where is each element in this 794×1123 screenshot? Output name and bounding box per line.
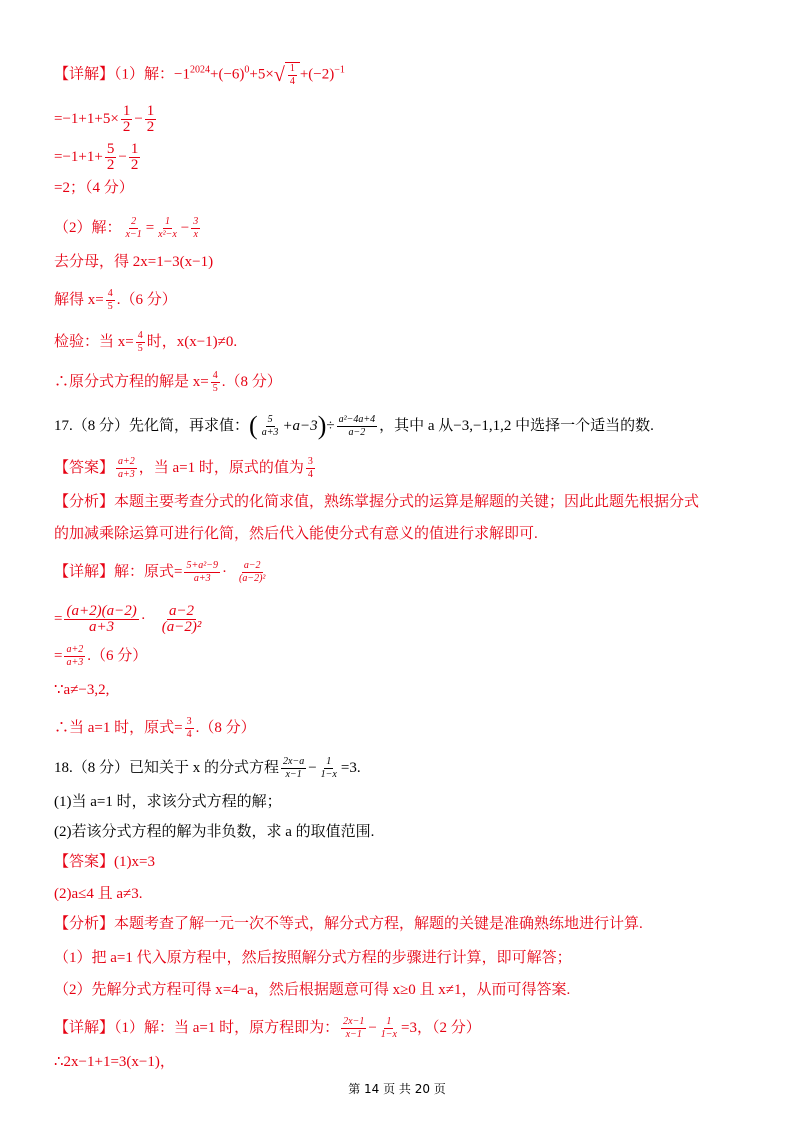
answer-18-line-1: 【答案】(1)x=3 [54,854,155,870]
page-footer: 第 14 页 共 20 页 [348,1082,446,1096]
step-line-3: =−1+1+ $\frac{5}{2}$ − $\frac{1}{2}$ [54,141,139,173]
part2-line: （2）解： $\frac{2}{x-1}$ = $\frac{1}{\text{x²−x}}$ − $\frac{3}{x}$ [54,216,199,240]
analysis-17-line-1: 【分析】本题主要考查分式的化简求值，熟练掌握分式的运算是解题的关键；因此此题先根据分式 [54,494,700,510]
detail-tag: 【详解】 [54,66,115,83]
step-line-8: 检验：当 x= $\frac{4}{5}$ 时，x(x−1)≠0. [54,330,238,354]
analysis-17-line-2: 的加减乘除运算可进行化简，然后代入能使分式有意义的值进行求解即可. [54,526,538,542]
step-line-9: ∴原分式方程的解是 x= $\frac{4}{5}$ .（8 分） [54,370,282,394]
detail-17-line-4: ∵a≠−3,2, [54,682,110,698]
step-line-6: 去分母，得 2x=1−3(x−1) [54,254,214,270]
detail-18-line-2: ∴2x−1+1=3(x−1)， [54,1054,175,1070]
question-17: 17.（8 分）先化简，再求值：( $\frac{5}{a+3}$ +a−3)÷ $\frac{\text{a²−4a+4}}{a-2}$ ，其中 a 从−3,−1,1,2 中选择一个适当的数. [54,410,654,440]
detail-17-line-1: 【详解】解：原式= $\frac{\text{5+a²−9}}{a+3}$ · $\frac{a-2}{\text{(a−2)²}}$ [54,560,266,584]
analysis-18-line-1: 【分析】本题考查了解一元一次不等式，解分式方程，解题的关键是准确熟练地进行计算. [54,916,643,932]
detail-17-line-2: = $\frac{(a+2)(a-2)}{a+3}$ · $\frac{a-2}{\text{(a−2)²}}$ [54,603,202,635]
question-18: 18.（8 分）已知关于 x 的分式方程 $\frac{2x-a}{x-1}$ − $\frac{1}{1-x}$ =3. [54,756,361,780]
analysis-18-line-3: （2）先解分式方程可得 x=4−a，然后根据题意可得 x≥0 且 x≠1，从而可得答案. [54,982,571,998]
step-line-2: =−1+1+5× $\frac{1}{2}$ − $\frac{1}{2}$ [54,103,155,135]
detail-18-line-1: 【详解】（1）解：当 a=1 时，原方程即为： $\frac{2x-1}{x-1}$ − $\frac{1}{1-x}$ =3，（2 分） [54,1016,481,1040]
question-18-part-2: (2)若该分式方程的解为非负数，求 a 的取值范围. [54,824,375,840]
sqrt-expression: √ $\frac{1}{4}$ [274,62,300,88]
step-line-7: 解得 x= $\frac{4}{5}$ .（6 分） [54,288,177,312]
detail-line-1: 【详解】（1）解：$-1^{2024}+(-6)^0+5\times$ √ $\frac{1}{4}$ $+(-2)^{-1}$ [54,63,345,87]
question-18-part-1: (1)当 a=1 时，求该分式方程的解； [54,794,282,810]
answer-18-line-2: (2)a≤4 且 a≠3. [54,886,143,902]
analysis-18-line-2: （1）把 a=1 代入原方程中，然后按照解分式方程的步骤进行计算，即可解答； [54,950,572,966]
answer-17: 【答案】 $\frac{a+2}{a+3}$ ，当 a=1 时，原式的值为 $\frac{3}{4}$ [54,456,313,480]
detail-17-line-3: = $\frac{a+2}{a+3}$ .（6 分） [54,644,148,668]
step-line-4: =2；（4 分） [54,180,134,196]
detail-17-line-5: ∴当 a=1 时，原式= $\frac{3}{4}$ .（8 分） [54,716,256,740]
